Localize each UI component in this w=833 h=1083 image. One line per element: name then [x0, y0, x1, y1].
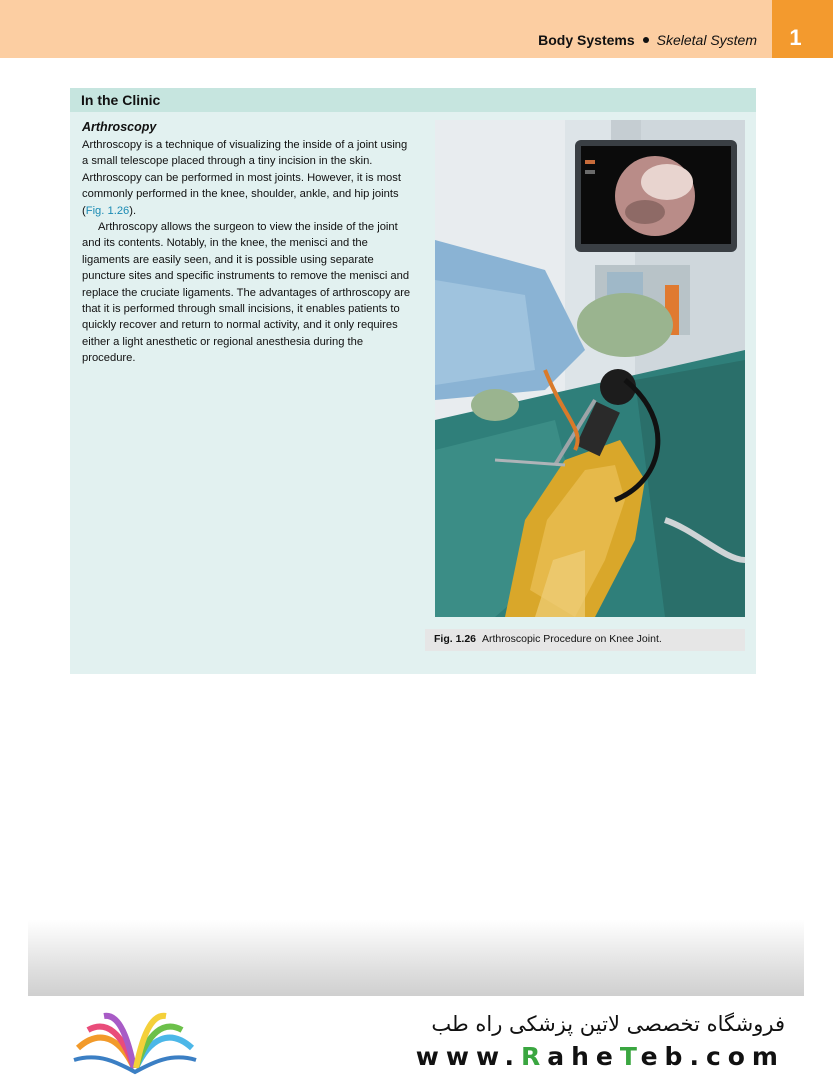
chapter-tab [772, 0, 833, 58]
chapter-number: 1 [789, 25, 802, 50]
store-name: فروشگاه تخصصی لاتین پزشکی راه طب [431, 1012, 785, 1036]
caption-text: Arthroscopic Procedure on Knee Joint. [482, 633, 662, 645]
clinic-heading: In the Clinic [81, 92, 161, 108]
header-subsection: Skeletal System [656, 32, 757, 48]
book-logo-icon [70, 1008, 200, 1083]
figure-number: Fig. 1.26 [434, 633, 477, 645]
paragraph-1: Arthroscopy is a technique of visualizing the inside of a joint using a small telescope placed through a tiny incision in the skin. Arthroscopy can be performed in most joints. However, it is most commonly performed in the knee, shoulder, ankle, and hip joints (Fig. 1.26). [82, 139, 408, 217]
store-url[interactable]: www.RaheTeb.com [415, 1042, 785, 1071]
body-text [82, 137, 412, 367]
figure-reference-link[interactable]: Fig. 1.26 [85, 204, 130, 217]
bottom-shade [28, 920, 804, 996]
paragraph-2: Arthroscopy allows the surgeon to view the inside of the joint and its contents. Notably, in the knee, the menisci and the ligaments are easily seen, and it is possible using separate puncture sites and specific instruments to remove the menisci and replace the cruciate ligaments. The advantages of arthroscopy are that it is performed through small incisions, it enables patients to quickly recover and return to normal activity, and it only requires either a light anesthetic or regional anesthesia during the procedure. [82, 221, 411, 365]
clinic-header-bar [70, 88, 756, 112]
figure-caption [434, 633, 662, 645]
header-band [0, 0, 772, 58]
arthroscopy-photo [435, 120, 745, 617]
header-section: Body Systems [538, 32, 635, 48]
running-header [538, 32, 757, 48]
section-title: Arthroscopy [82, 120, 157, 134]
bullet-icon [643, 37, 649, 43]
arthroscopy-illustration [435, 120, 745, 617]
